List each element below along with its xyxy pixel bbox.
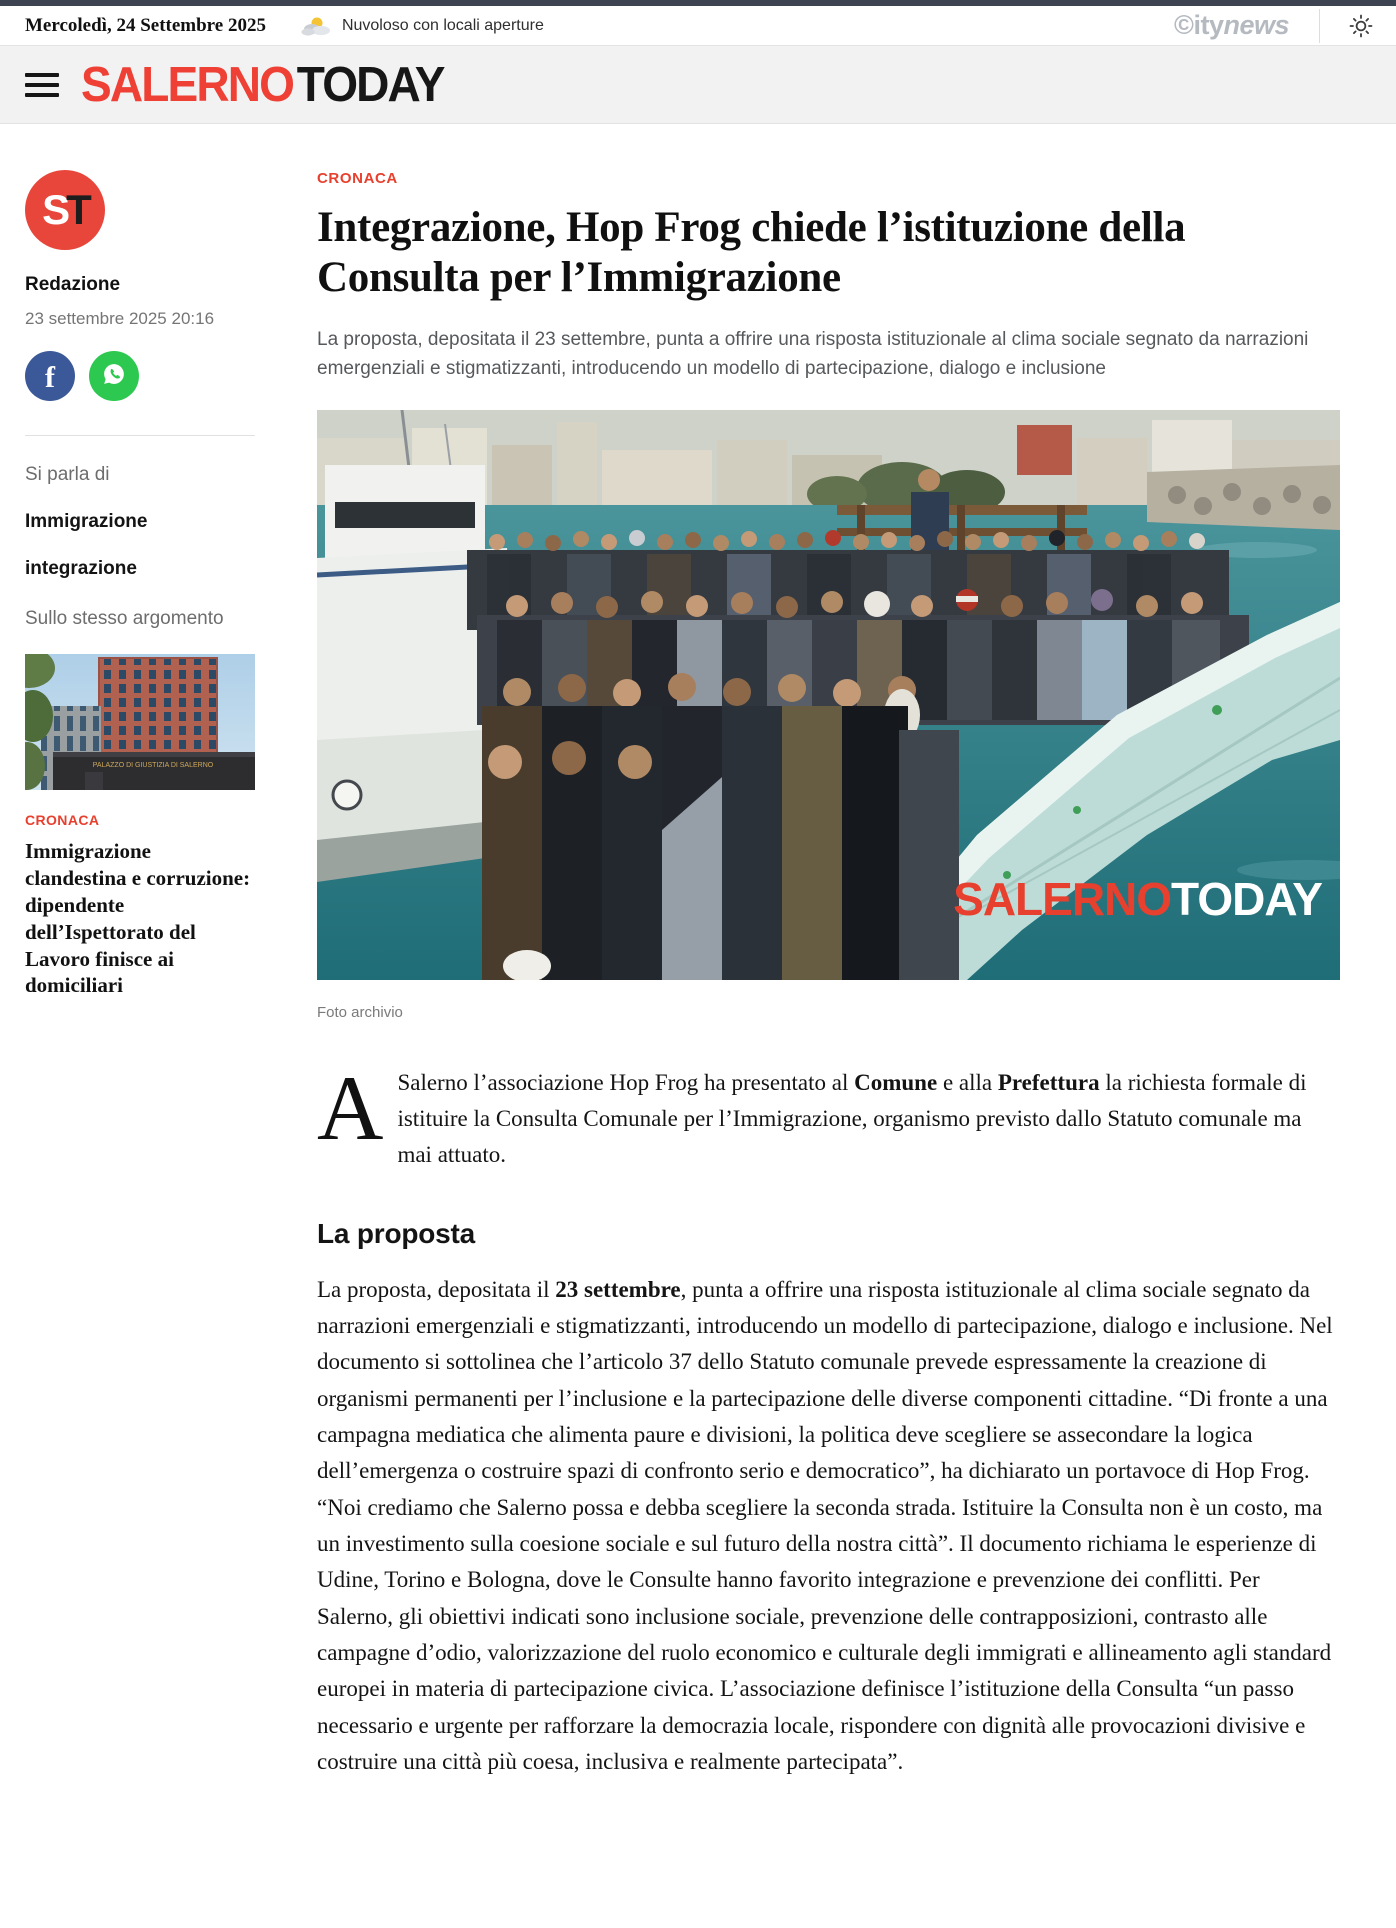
photo-watermark: SALERNOTODAY — [953, 872, 1322, 925]
author-name[interactable]: Redazione — [25, 274, 121, 295]
related-thumb-sign-text: PALAZZO DI GIUSTIZIA DI SALERNO — [92, 762, 214, 769]
related-category[interactable]: CRONACA — [25, 812, 100, 828]
article-main — [317, 170, 1340, 1780]
site-logo[interactable]: SALERNOTODAY — [81, 57, 444, 112]
cloud-sun-icon — [300, 15, 332, 37]
dropcap: A — [317, 1056, 384, 1159]
whatsapp-icon — [99, 359, 129, 394]
topbar-divider — [1319, 9, 1320, 43]
weather-widget[interactable] — [300, 15, 544, 37]
topic-link-integrazione[interactable]: integrazione — [25, 558, 137, 579]
citynews-logo[interactable]: ©itynews — [1174, 10, 1289, 40]
topics-label: Si parla di — [25, 464, 110, 485]
topic-link-immigrazione[interactable]: Immigrazione — [25, 511, 148, 532]
article-category[interactable]: CRONACA — [317, 170, 398, 187]
whatsapp-share-button[interactable] — [89, 351, 139, 401]
author-avatar[interactable]: S T — [25, 170, 105, 250]
site-header — [0, 46, 1396, 124]
facebook-share-button[interactable] — [25, 351, 75, 401]
lead-paragraph: A Salerno l’associazione Hop Frog ha presentato al Comune e alla Prefettura la richiesta formale di istituire la Consulta Comunale per l’Immigrazione, organismo previsto dallo Statuto comunale ma mai attuato. — [317, 1056, 1307, 1168]
hamburger-menu-icon[interactable] — [25, 73, 59, 97]
sidebar-divider — [25, 435, 255, 436]
topbar — [0, 6, 1396, 46]
related-thumbnail[interactable] — [25, 654, 255, 790]
photo-caption: Foto archivio — [317, 1003, 403, 1021]
article-title: Integrazione, Hop Frog chiede l’istituzione della Consulta per l’Immigrazione — [317, 204, 1186, 301]
topbar-date: Mercoledì, 24 Settembre 2025 — [25, 14, 266, 36]
hero-image — [317, 410, 1340, 980]
facebook-icon: f — [45, 361, 55, 394]
related-label: Sullo stesso argomento — [25, 608, 224, 629]
article-sidebar — [25, 170, 255, 1780]
brightness-toggle-icon[interactable] — [1348, 13, 1374, 39]
body-paragraph: La proposta, depositata il 23 settembre, punta a offrire una risposta istituzionale al clima sociale segnato da narrazioni emergenziali e stigmatizzanti, introducendo un modello di partecipazione, dialogo e inclusione. Nel documento si sottolinea che l’articolo 37 dello Statuto comunale prevede espressamente la creazione di organismi permanenti per l’inclusione e la partecipazione delle diverse componenti cittadine. “Di fronte a una campagna mediatica che alimenta paure e divisioni, la politica deve scegliere se assecondare la logica dell’emergenza o costruire spazi di confronto serio e democratico”, ha dichiarato un portavoce di Hop Frog. “Noi crediamo che Salerno possa e debba scegliere la seconda strada. Istituire la Consulta non è un costo, ma un investimento sulla coesione sociale e sul futuro della nostra città”. Il documento richiama le esperienze di Udine, Torino e Bologna, dove le Consulte hanno favorito integrazione e prevenzione dei conflitti. Per Salerno, gli obiettivi indicati sono inclusione sociale, prevenzione delle contrapposizioni, contrasto alle campagne d’odio, valorizzazione del ruolo economico e culturale degli immigrati e allineamento agli standard europei in materia di partecipazione civica. L’associazione definisce l’istituzione della Consulta “un passo necessario e urgente per rafforzare la democrazia locale, rispondere con dignità alle provocazioni divisive e costruire una città più coesa, inclusiva e realmente partecipata”. — [317, 1276, 1333, 1774]
related-title[interactable]: Immigrazione clandestina e corruzione: dipendente dell’Ispettorato del Lavoro finisce ai domiciliari — [25, 839, 251, 998]
article-subtitle: La proposta, depositata il 23 settembre, punta a offrire una risposta istituzionale al clima sociale segnato da narrazioni emergenziali e stigmatizzanti, introducendo un modello di partecipazione, dialogo e inclusione — [317, 328, 1309, 380]
weather-text: Nuvoloso con locali aperture — [341, 16, 544, 34]
section-heading: La proposta — [317, 1217, 476, 1249]
publish-datetime: 23 settembre 2025 20:16 — [25, 309, 215, 328]
